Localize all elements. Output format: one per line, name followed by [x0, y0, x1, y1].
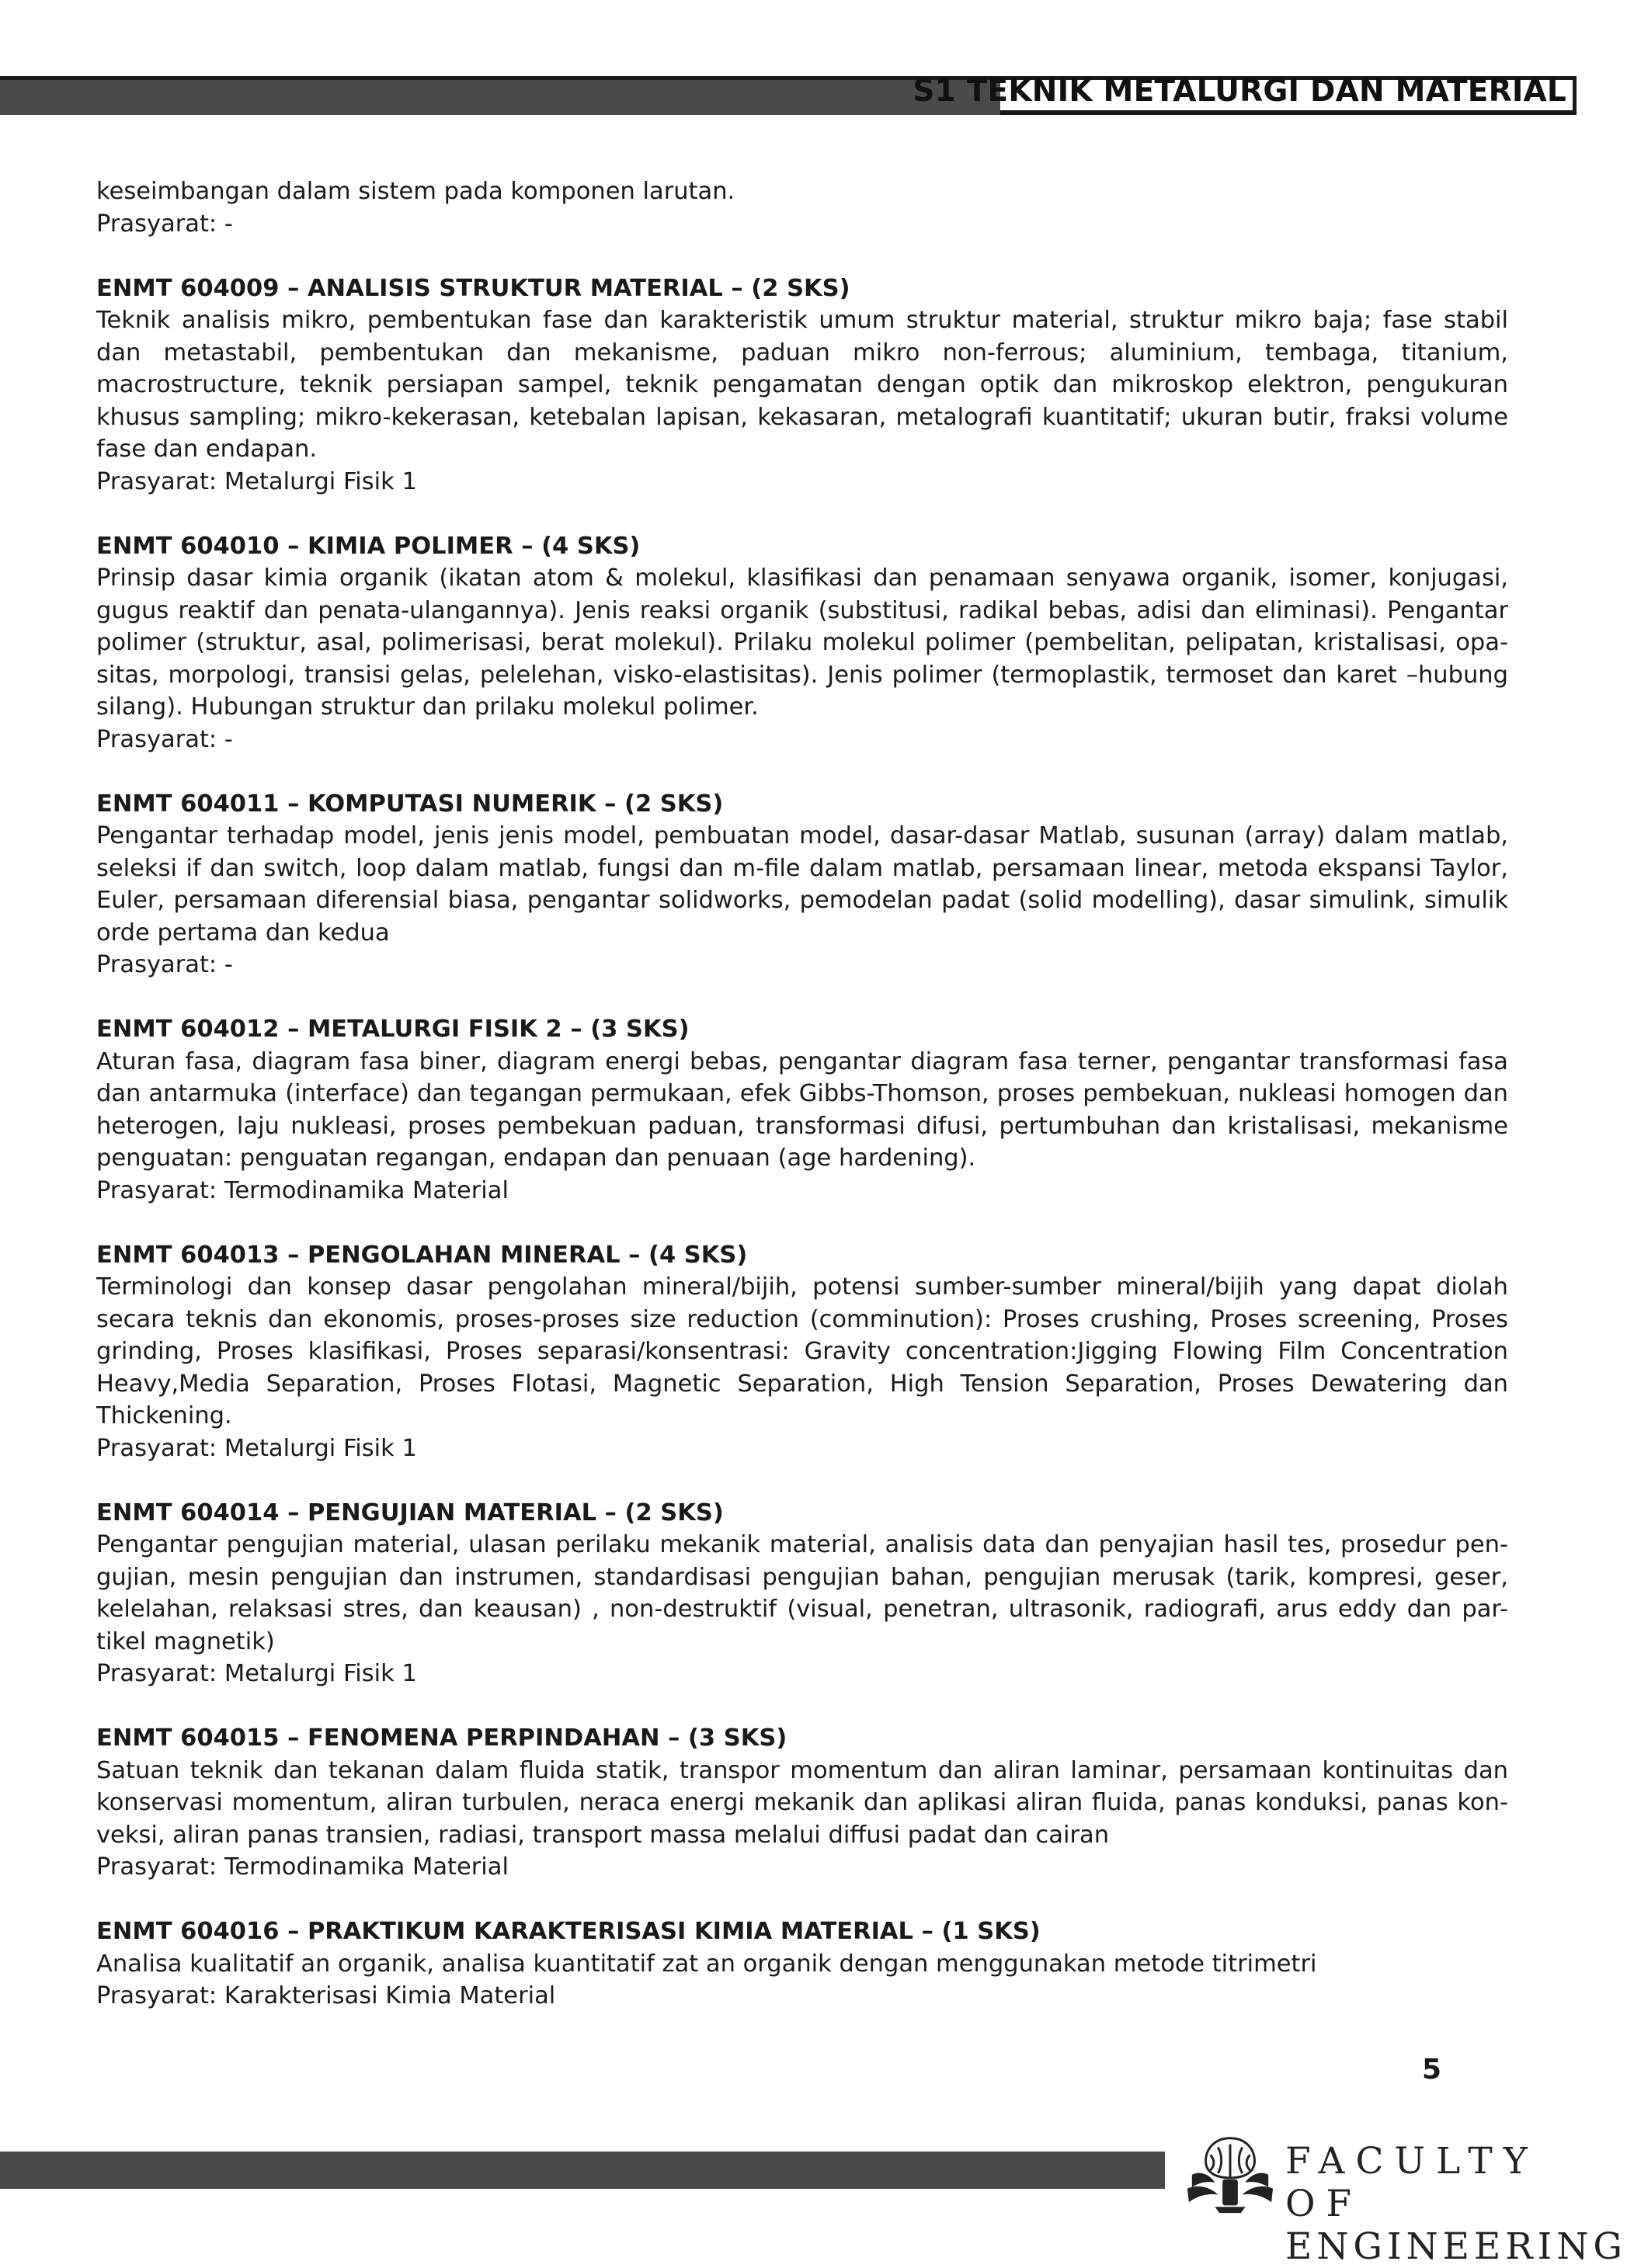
course-block	[96, 530, 1508, 756]
header-bar	[0, 76, 1000, 115]
course-prereq: Prasyarat: Termodinamika Material	[96, 1176, 509, 1204]
course-title: ENMT 604015 – FENOMENA PERPINDAHAN – (3 SKS)	[96, 1724, 787, 1752]
course-title: ENMT 604013 – PENGOLAHAN MINERAL – (4 SKS)	[96, 1241, 748, 1269]
faculty-line-1: FACULTY OF	[1285, 2140, 1538, 2225]
page-number: 5	[1421, 2054, 1441, 2086]
course-block	[96, 1013, 1508, 1207]
course-prereq: Prasyarat: Metalurgi Fisik 1	[96, 1660, 417, 1687]
footer-bar	[0, 2152, 1165, 2189]
intro-prereq: Prasyarat: -	[96, 210, 233, 238]
page-content	[96, 175, 1508, 2044]
course-title: ENMT 604016 – PRAKTIKUM KARAKTERISASI KIMIA MATERIAL – (1 SKS)	[96, 1918, 1041, 1945]
course-description: Analisa kualitatif an organik, analisa kuantitatif zat an organik dengan menggunakan metode titrimetri	[96, 1950, 1317, 1978]
course-title: ENMT 604009 – ANALISIS STRUKTUR MATERIAL – (2 SKS)	[96, 274, 850, 302]
course-description: Teknik analisis mikro, pembentukan fase dan karakteristik umum struktur material, struktur mikro baja; fase stabil dan metastabil, pembentukan dan mekanisme, paduan mikro non-ferrous; aluminium, tembaga, titanium, macrostructure, teknik persiapan sampel, teknik pengamatan dengan optik dan mikroskop elektron, pengukuran khusus sampling; mikro-kekerasan, ketebalan lapisan, kekasaran, metalografi kuantitatif; ukuran butir, fraksi volume fase dan endapan.	[96, 307, 1508, 463]
course-title: ENMT 604012 – METALURGI FISIK 2 – (3 SKS)	[96, 1016, 690, 1043]
course-description: Terminologi dan konsep dasar pengolahan mineral/bijih, potensi sumber-sumber mineral/bijih yang dapat diolah secara teknis dan ekonomis, proses-proses size reduction (comminution): Proses crushing, Proses screening, Proses grinding, Proses klasifikasi, Proses separasi/konsentrasi: Gravity concentration:Jigging Flowing Film Concentration Heavy,Media Separation, Proses Flotasi, Magnetic Separation, High Tension Separation, Proses Dewatering dan Thickening.	[96, 1273, 1508, 1429]
course-block	[96, 1722, 1508, 1884]
course-block	[96, 273, 1508, 498]
faculty-logo-icon	[1184, 2131, 1276, 2217]
intro-block	[96, 175, 1508, 240]
course-description: Pengantar terhadap model, jenis jenis model, pembuatan model, dasar-dasar Matlab, susunan (array) dalam matlab, seleksi if dan switch, loop dalam matlab, fungsi dan m-file dalam matlab, persamaan linear, metoda ekspansi Taylor, Euler, persamaan diferensial biasa, pengantar solidworks, pemodelan padat (solid modelling), dasar simulink, simulik orde pertama dan kedua	[96, 822, 1508, 946]
course-block	[96, 788, 1508, 981]
course-block	[96, 1915, 1508, 2013]
course-prereq: Prasyarat: -	[96, 725, 233, 753]
course-prereq: Prasyarat: Karakterisasi Kimia Material	[96, 1982, 556, 2009]
course-prereq: Prasyarat: Metalurgi Fisik 1	[96, 467, 417, 495]
header-title: S1 TEKNIK METALURGI DAN MATERIAL	[913, 74, 1566, 109]
header-title-box	[913, 74, 1577, 115]
course-title: ENMT 604011 – KOMPUTASI NUMERIK – (2 SKS)	[96, 790, 724, 818]
course-block	[96, 1497, 1508, 1690]
course-description: Satuan teknik dan tekanan dalam fluida statik, transpor momentum dan aliran laminar, persamaan kontinuitas dan konservasi momentum, aliran turbulen, neraca energi mekanik dan aplikasi aliran fluida, panas konduksi, panas kon-veksi, aliran panas transien, radiasi, transport massa melalui diffusi padat dan cairan	[96, 1756, 1508, 1849]
faculty-line-2: ENGINEERING	[1285, 2225, 1627, 2268]
course-prereq: Prasyarat: Termodinamika Material	[96, 1853, 509, 1881]
course-prereq: Prasyarat: Metalurgi Fisik 1	[96, 1434, 417, 1462]
course-title: ENMT 604014 – PENGUJIAN MATERIAL – (2 SKS)	[96, 1499, 724, 1526]
course-description: Aturan fasa, diagram fasa biner, diagram energi bebas, pengantar diagram fasa terner, pengantar transformasi fasa dan antarmuka (interface) dan tegangan permukaan, efek Gibbs-Thomson, proses pembekuan, nukleasi homogen dan heterogen, laju nukleasi, proses pembekuan paduan, transformasi difusi, pertumbuhan dan kristalisasi, mekanisme penguatan: penguatan regangan, endapan dan penuaan (age hardening).	[96, 1047, 1508, 1172]
faculty-wordmark	[1285, 2140, 1627, 2268]
course-title: ENMT 604010 – KIMIA POLIMER – (4 SKS)	[96, 532, 641, 560]
course-description: Prinsip dasar kimia organik (ikatan atom & molekul, klasifikasi dan penamaan senyawa organik, isomer, konjugasi, gugus reaktif dan penata-ulangannya). Jenis reaksi organik (substitusi, radikal bebas, adisi dan eliminasi). Pengantar polimer (struktur, asal, polimerisasi, berat molekul). Prilaku molekul polimer (pembelitan, pelipatan, kristalisasi, opa-sitas, morpologi, transisi gelas, pelelehan, visko-elastisitas). Jenis polimer (termoplastik, termoset dan karet –hubung silang). Hubungan struktur dan prilaku molekul polimer.	[96, 564, 1508, 721]
course-block	[96, 1239, 1508, 1465]
intro-text: keseimbangan dalam sistem pada komponen larutan.	[96, 178, 735, 205]
course-description: Pengantar pengujian material, ulasan perilaku mekanik material, analisis data dan penyajian hasil tes, prosedur pen-gujian, mesin pengujian dan instrumen, standardisasi pengujian bahan, pengujian merusak (tarik, kompresi, geser, kelelahan, relaksasi stres, dan keausan) , non-destruktif (visual, penetran, ultrasonik, radiografi, arus eddy dan par-tikel magnetik)	[96, 1531, 1508, 1655]
course-prereq: Prasyarat: -	[96, 951, 233, 978]
